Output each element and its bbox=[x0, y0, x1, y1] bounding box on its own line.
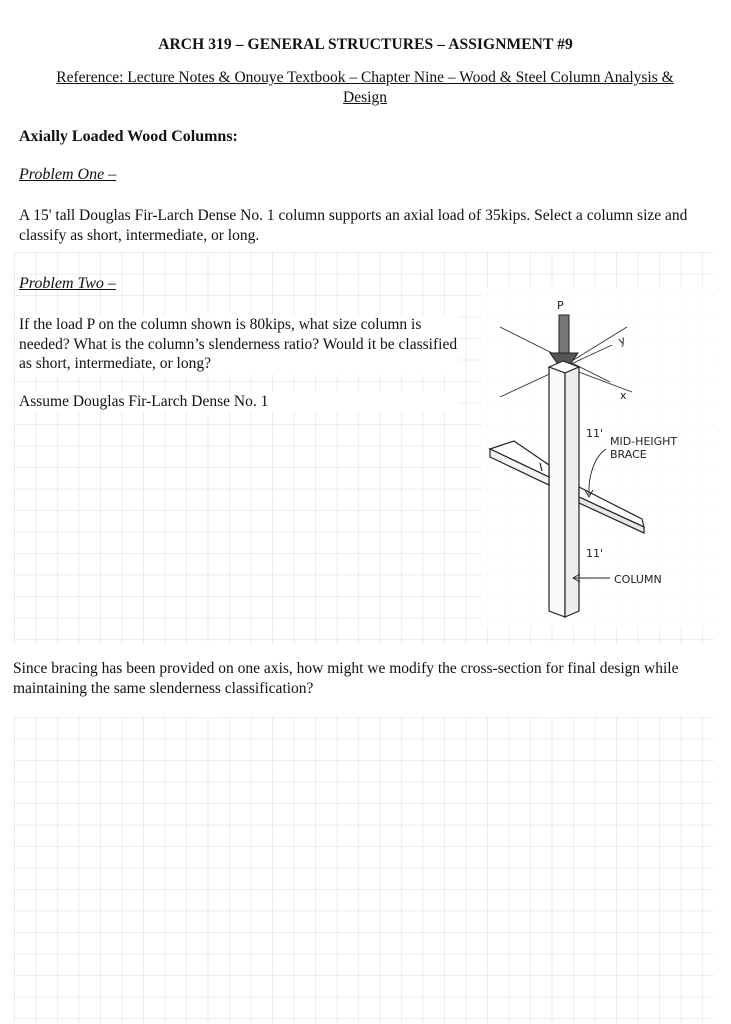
problem-two-label: Problem Two – bbox=[19, 275, 116, 292]
final-question: Since bracing has been provided on one axis, how might we modify the cross-section for final design while maintaining the same slenderness classification? bbox=[13, 660, 679, 697]
axis-x-label: x bbox=[620, 389, 627, 402]
problem-two-text: If the load P on the column shown is 80kips, what size column is needed? What is the column’s slenderness ratio? Would it be classified as short, intermediate, or long? bbox=[19, 316, 458, 372]
problem-one-label: Problem One – bbox=[19, 166, 117, 183]
load-label: P bbox=[557, 299, 564, 312]
reference-line: Reference: Lecture Notes & Onouye Textbook – Chapter Nine – Wood & Steel Column Analysis & Design bbox=[56, 69, 674, 106]
lower-height-label: 11' bbox=[586, 547, 604, 560]
column-label: COLUMN bbox=[614, 573, 662, 586]
section-heading: Axially Loaded Wood Columns: bbox=[19, 128, 238, 145]
upper-height-label: 11' bbox=[586, 427, 604, 440]
problem-two-assumption: Assume Douglas Fir-Larch Dense No. 1 bbox=[19, 392, 459, 412]
column-diagram bbox=[482, 287, 712, 627]
brace-label-line2: BRACE bbox=[610, 448, 647, 461]
axis-y-label: y bbox=[616, 333, 628, 348]
answer-grid-bottom bbox=[14, 717, 714, 1023]
page-title: ARCH 319 – GENERAL STRUCTURES – ASSIGNMENT #9 bbox=[158, 36, 573, 53]
brace-label-line1: MID-HEIGHT bbox=[610, 435, 678, 448]
problem-one-text: A 15' tall Douglas Fir-Larch Dense No. 1 column supports an axial load of 35kips. Select a column size and classify as short, intermediate, or long. bbox=[19, 207, 688, 244]
